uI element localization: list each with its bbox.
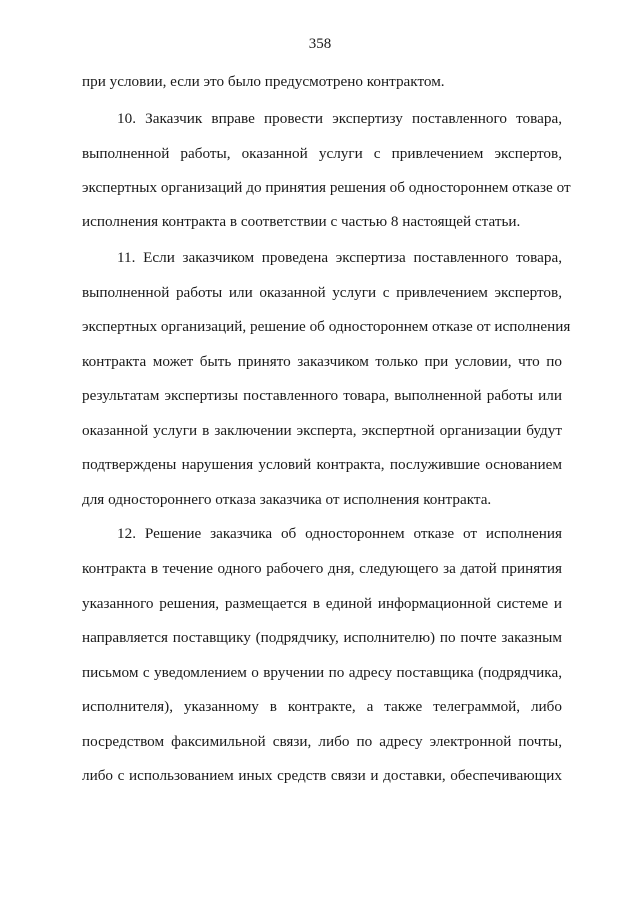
text-line: либо с использованием иных средств связи и доставки, обеспечивающих — [82, 767, 562, 784]
paragraph-12-line: 12. Решение заказчика об одностороннем отказе от исполнения — [117, 525, 562, 542]
text-line: исполнения контракта в соответствии с частью 8 настоящей статьи. — [82, 213, 521, 230]
text-line: при условии, если это было предусмотрено контрактом. — [82, 73, 445, 90]
text-line: контракта в течение одного рабочего дня, следующего за датой принятия — [82, 560, 562, 577]
text-line: направляется поставщику (подрядчику, исполнителю) по почте заказным — [82, 629, 562, 646]
text-line: выполненной работы, оказанной услуги с привлечением экспертов, — [82, 145, 562, 162]
text-line: письмом с уведомлением о вручении по адресу поставщика (подрядчика, — [82, 664, 562, 681]
text-line: для одностороннего отказа заказчика от исполнения контракта. — [82, 491, 492, 508]
paragraph-10-line: 10. Заказчик вправе провести экспертизу поставленного товара, — [117, 110, 562, 127]
text-line: указанного решения, размещается в единой информационной системе и — [82, 595, 562, 612]
paragraph-11-line: 11. Если заказчиком проведена экспертиза поставленного товара, — [117, 249, 562, 266]
text-line: оказанной услуги в заключении эксперта, экспертной организации будут — [82, 422, 562, 439]
text-line: подтверждены нарушения условий контракта, послужившие основанием — [82, 456, 562, 473]
text-line: посредством факсимильной связи, либо по адресу электронной почты, — [82, 733, 562, 750]
page-number: 358 — [308, 36, 332, 52]
text-line: контракта может быть принято заказчиком только при условии, что по — [82, 353, 562, 370]
text-line: исполнителя), указанному в контракте, а также телеграммой, либо — [82, 698, 562, 715]
text-line: результатам экспертизы поставленного товара, выполненной работы или — [82, 387, 562, 404]
text-line: экспертных организаций до принятия решения об одностороннем отказе от — [82, 179, 571, 196]
text-line: выполненной работы или оказанной услуги с привлечением экспертов, — [82, 284, 562, 301]
text-line: экспертных организаций, решение об одностороннем отказе от исполнения — [82, 318, 571, 335]
